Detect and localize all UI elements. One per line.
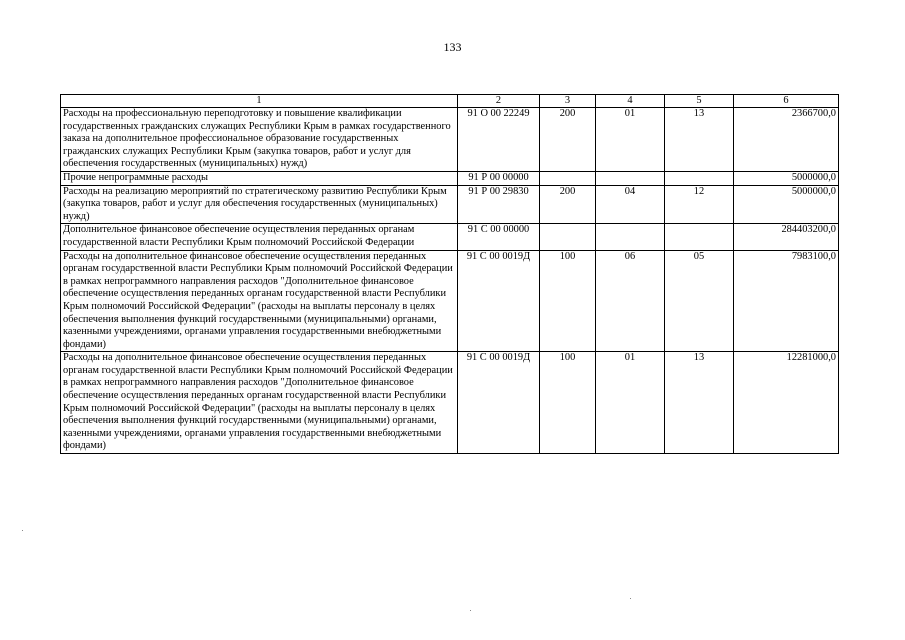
header-col-6: 6 <box>734 95 839 108</box>
row-rz <box>596 224 665 250</box>
row-vr <box>540 224 596 250</box>
row-code: 91 О 00 22249 <box>458 108 540 172</box>
table-row <box>61 171 839 185</box>
row-code: 91 С 00 00000 <box>458 224 540 250</box>
table-row <box>61 352 839 454</box>
row-code: 91 С 00 0019Д <box>458 352 540 454</box>
table-row <box>61 224 839 250</box>
row-rz <box>596 171 665 185</box>
row-amount: 12281000,0 <box>734 352 839 454</box>
row-vr: 200 <box>540 185 596 224</box>
budget-table <box>60 94 839 454</box>
header-col-1: 1 <box>61 95 458 108</box>
row-amount: 7983100,0 <box>734 250 839 352</box>
row-rz: 06 <box>596 250 665 352</box>
table-row <box>61 108 839 172</box>
row-pr: 13 <box>665 108 734 172</box>
table-row <box>61 250 839 352</box>
row-name: Расходы на профессиональную переподготовку и повышение квалификации государственных гражданских служащих Республики Крым в рамках государственного заказа на дополнительное профессиональное образование государственных гражданских служащих Республики Крым (закупка товаров, работ и услуг для обеспечения государственных (муниципальных) нужд) <box>61 108 458 172</box>
table-body <box>61 108 839 454</box>
row-pr <box>665 224 734 250</box>
header-row <box>61 95 839 108</box>
row-name: Дополнительное финансовое обеспечение осуществления переданных органам государственной власти Республики Крым полномочий Российской Федерации <box>61 224 458 250</box>
row-name: Расходы на дополнительное финансовое обеспечение осуществления переданных органам государственной власти Республики Крым полномочий Российской Федерации в рамках непрограммного направления расходов "Дополнительное финансовое обеспечение осуществления переданных органам государственной власти Республики Крым полномочий Российской Федерации" (расходы на выплаты персоналу в целях обеспечения выполнения функций государственными (муниципальными) органами, казенными учреждениями, органами управления государственными внебюджетными фондами) <box>61 352 458 454</box>
row-name: Расходы на дополнительное финансовое обеспечение осуществления переданных органам государственной власти Республики Крым полномочий Российской Федерации в рамках непрограммного направления расходов "Дополнительное финансовое обеспечение осуществления переданных органам государственной власти Республики Крым полномочий Российской Федерации" (расходы на выплаты персоналу в целях обеспечения выполнения функций государственными (муниципальными) органами, казенными учреждениями, органами управления государственными внебюджетными фондами) <box>61 250 458 352</box>
scan-speck <box>630 598 631 599</box>
row-vr: 100 <box>540 250 596 352</box>
row-vr: 200 <box>540 108 596 172</box>
row-amount: 5000000,0 <box>734 171 839 185</box>
row-vr: 100 <box>540 352 596 454</box>
row-code: 91 Р 00 00000 <box>458 171 540 185</box>
header-col-4: 4 <box>596 95 665 108</box>
row-code: 91 Р 00 29830 <box>458 185 540 224</box>
table-row <box>61 185 839 224</box>
row-code: 91 С 00 0019Д <box>458 250 540 352</box>
row-pr: 05 <box>665 250 734 352</box>
row-rz: 01 <box>596 352 665 454</box>
row-pr: 13 <box>665 352 734 454</box>
row-rz: 04 <box>596 185 665 224</box>
page-number: 133 <box>443 40 462 54</box>
scan-speck <box>22 530 23 531</box>
header-col-2: 2 <box>458 95 540 108</box>
row-rz: 01 <box>596 108 665 172</box>
row-pr: 12 <box>665 185 734 224</box>
table-header <box>61 95 839 108</box>
row-name: Прочие непрограммные расходы <box>61 171 458 185</box>
row-amount: 5000000,0 <box>734 185 839 224</box>
row-pr <box>665 171 734 185</box>
row-amount: 284403200,0 <box>734 224 839 250</box>
header-col-5: 5 <box>665 95 734 108</box>
header-col-3: 3 <box>540 95 596 108</box>
row-vr <box>540 171 596 185</box>
row-amount: 2366700,0 <box>734 108 839 172</box>
row-name: Расходы на реализацию мероприятий по стратегическому развитию Республики Крым (закупка товаров, работ и услуг для обеспечения государственных (муниципальных) нужд) <box>61 185 458 224</box>
scan-speck <box>470 610 471 611</box>
